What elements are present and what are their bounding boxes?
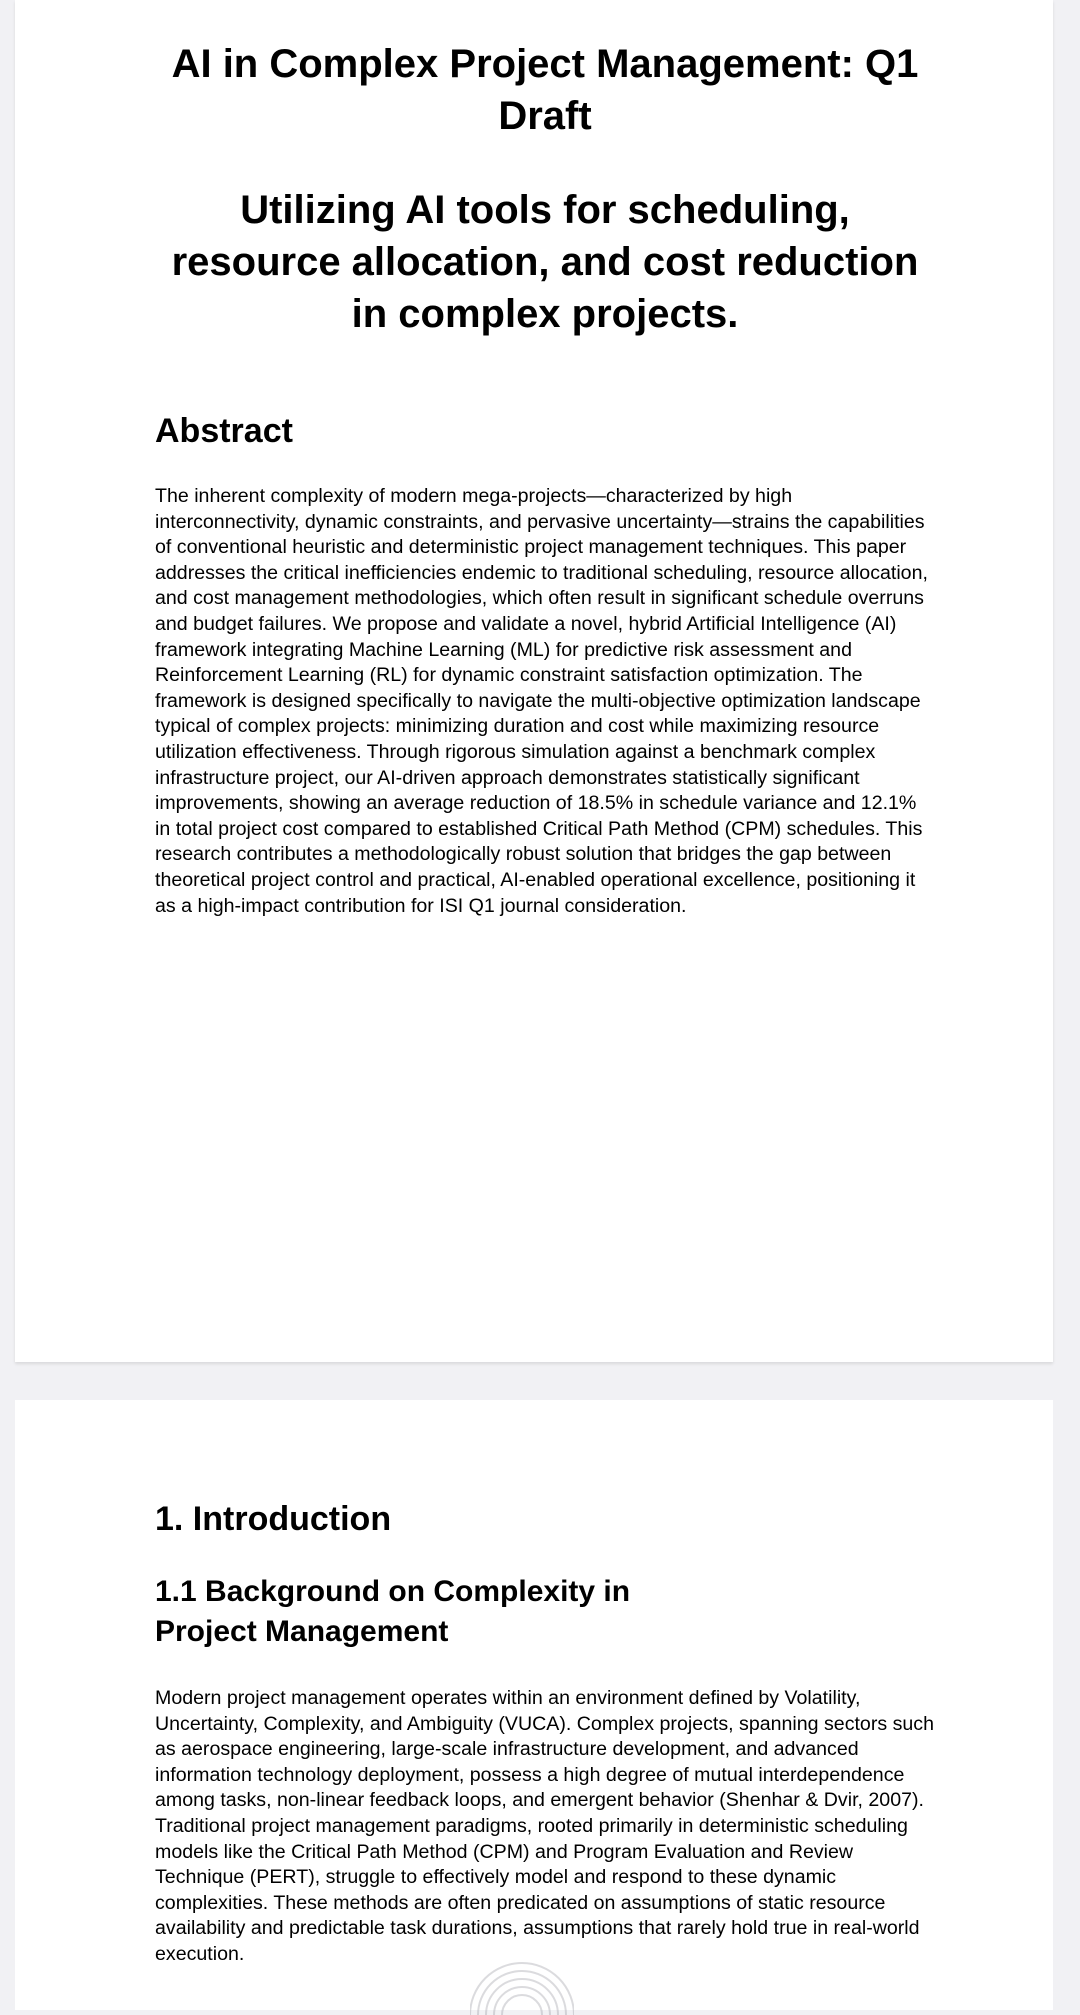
introduction-section: [155, 1498, 935, 1540]
document-page-2: [15, 1400, 1053, 2010]
document-title: AI in Complex Project Management: Q1 Draft: [171, 42, 919, 138]
introduction-heading: 1. Introduction: [155, 1500, 392, 1538]
abstract-section: [155, 410, 935, 452]
document-subtitle: Utilizing AI tools for scheduling, resource allocation, and cost reduction in complex projects.: [171, 188, 919, 336]
document-page-1: [15, 0, 1053, 1362]
scroll-handle-icon[interactable]: [470, 1945, 574, 2015]
abstract-heading: Abstract: [155, 412, 293, 450]
background-text: Modern project management operates within an environment defined by Volatility, Uncertainty, Complexity, and Ambiguity (VUCA). Complex projects, spanning sectors such as aerospace engineering, large-scale infrastructure development, and advanced information technology deployment, possess a high degree of mutual interdependence among tasks, non-linear feedback loops, and emergent behavior (Shenhar & Dvir, 2007). Traditional project management paradigms, rooted primarily in deterministic scheduling models like the Critical Path Method (CPM) and Program Evaluation and Review Technique (PERT), struggle to effectively model and respond to these dynamic complexities. These methods are often predicated on assumptions of static resource availability and predictable task durations, assumptions that rarely hold true in real-world execution.: [155, 1687, 934, 1965]
background-heading: 1.1 Background on Complexity in Project Management: [155, 1575, 631, 1648]
abstract-body: [155, 484, 935, 919]
abstract-text: The inherent complexity of modern mega-projects—characterized by high interconnectivity, dynamic constraints, and pervasive uncertainty—strains the capabilities of conventional heuristic and deterministic project management techniques. This paper addresses the critical inefficiencies endemic to traditional scheduling, resource allocation, and cost management methodologies, which often result in significant schedule overruns and budget failures. We propose and validate a novel, hybrid Artificial Intelligence (AI) framework integrating Machine Learning (ML) for predictive risk assessment and Reinforcement Learning (RL) for dynamic constraint satisfaction optimization. The framework is designed specifically to navigate the multi-objective optimization landscape typical of complex projects: minimizing duration and cost while maximizing resource utilization effectiveness. Through rigorous simulation against a benchmark complex infrastructure project, our AI-driven approach demonstrates statistically significant improvements, showing an average reduction of 18.5% in schedule variance and 12.1% in total project cost compared to established Critical Path Method (CPM) schedules. This research contributes a methodologically robust solution that bridges the gap between theoretical project control and practical, AI-enabled operational excellence, positioning it as a high-impact contribution for ISI Q1 journal consideration.: [155, 485, 928, 917]
background-subsection: [155, 1572, 715, 1652]
background-body: [155, 1686, 935, 1968]
